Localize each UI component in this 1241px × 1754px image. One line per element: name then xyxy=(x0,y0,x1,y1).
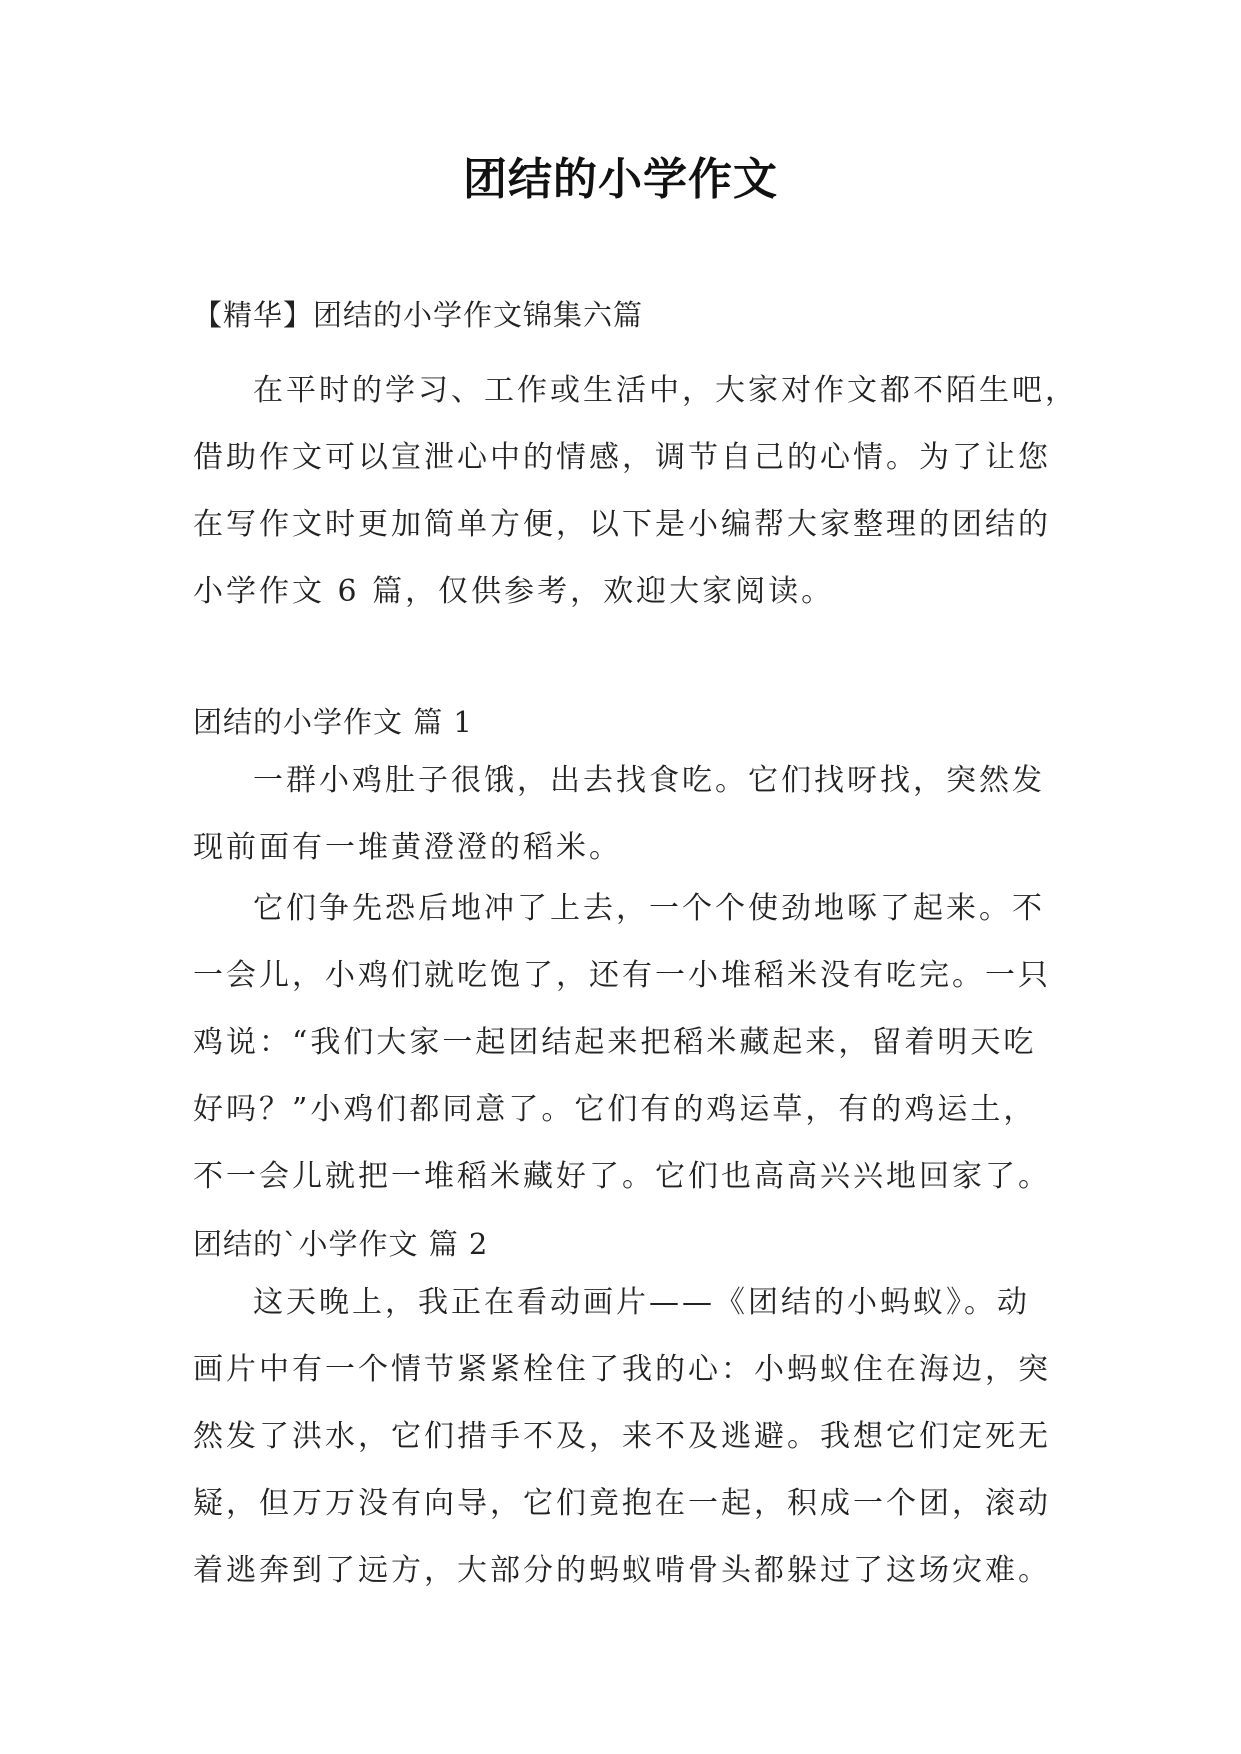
paragraph-line: 这天晚上，我正在看动画片——《团结的小蚂蚁》。动 xyxy=(253,1285,1030,1320)
paragraph-line: 画片中有一个情节紧紧栓住了我的心：小蚂蚁住在海边，突 xyxy=(193,1352,1051,1387)
section-2-paragraph-1 xyxy=(193,1269,1083,1604)
paragraph-line: 着逃奔到了远方，大部分的蚂蚁啃骨头都躲过了这场灾难。 xyxy=(193,1553,1051,1588)
intro-line: 小学作文 6 篇，仅供参考，欢迎大家阅读。 xyxy=(193,574,835,609)
paragraph-line: 鸡说：“我们大家一起团结起来把稻米藏起来，留着明天吃 xyxy=(193,1025,1037,1060)
paragraph-line: 一群小鸡肚子很饿，出去找食吃。它们找呀找，突然发 xyxy=(253,763,1045,798)
document-subtitle: 【精华】团结的小学作文锦集六篇 xyxy=(193,298,644,332)
paragraph-line: 它们争先恐后地冲了上去，一个个使劲地啄了起来。不 xyxy=(253,891,1045,926)
section-1-paragraph-1 xyxy=(193,747,1083,881)
paragraph-line: 不一会儿就把一堆稻米藏好了。它们也高高兴兴地回家了。 xyxy=(193,1159,1051,1194)
intro-paragraph xyxy=(193,357,1083,625)
paragraph-line: 现前面有一堆黄澄澄的稻米。 xyxy=(193,830,622,865)
section-heading-1: 团结的小学作文 篇 1 xyxy=(193,705,473,739)
intro-line: 在写作文时更加简单方便，以下是小编帮大家整理的团结的 xyxy=(193,507,1051,542)
intro-line: 在平时的学习、工作或生活中，大家对作文都不陌生吧， xyxy=(253,373,1078,408)
paragraph-line: 然发了洪水，它们措手不及，来不及逃避。我想它们定死无 xyxy=(193,1419,1051,1454)
paragraph-line: 好吗？”小鸡们都同意了。它们有的鸡运草，有的鸡运土， xyxy=(193,1092,1037,1127)
intro-line: 借助作文可以宣泄心中的情感，调节自己的心情。为了让您 xyxy=(193,440,1051,475)
paragraph-line: 一会儿，小鸡们就吃饱了，还有一小堆稻米没有吃完。一只 xyxy=(193,958,1051,993)
document-title: 团结的小学作文 xyxy=(463,154,778,205)
section-1-paragraph-2 xyxy=(193,875,1083,1210)
paragraph-line: 疑，但万万没有向导，它们竟抱在一起，积成一个团，滚动 xyxy=(193,1486,1051,1521)
section-heading-2: 团结的`小学作文 篇 2 xyxy=(193,1227,489,1261)
